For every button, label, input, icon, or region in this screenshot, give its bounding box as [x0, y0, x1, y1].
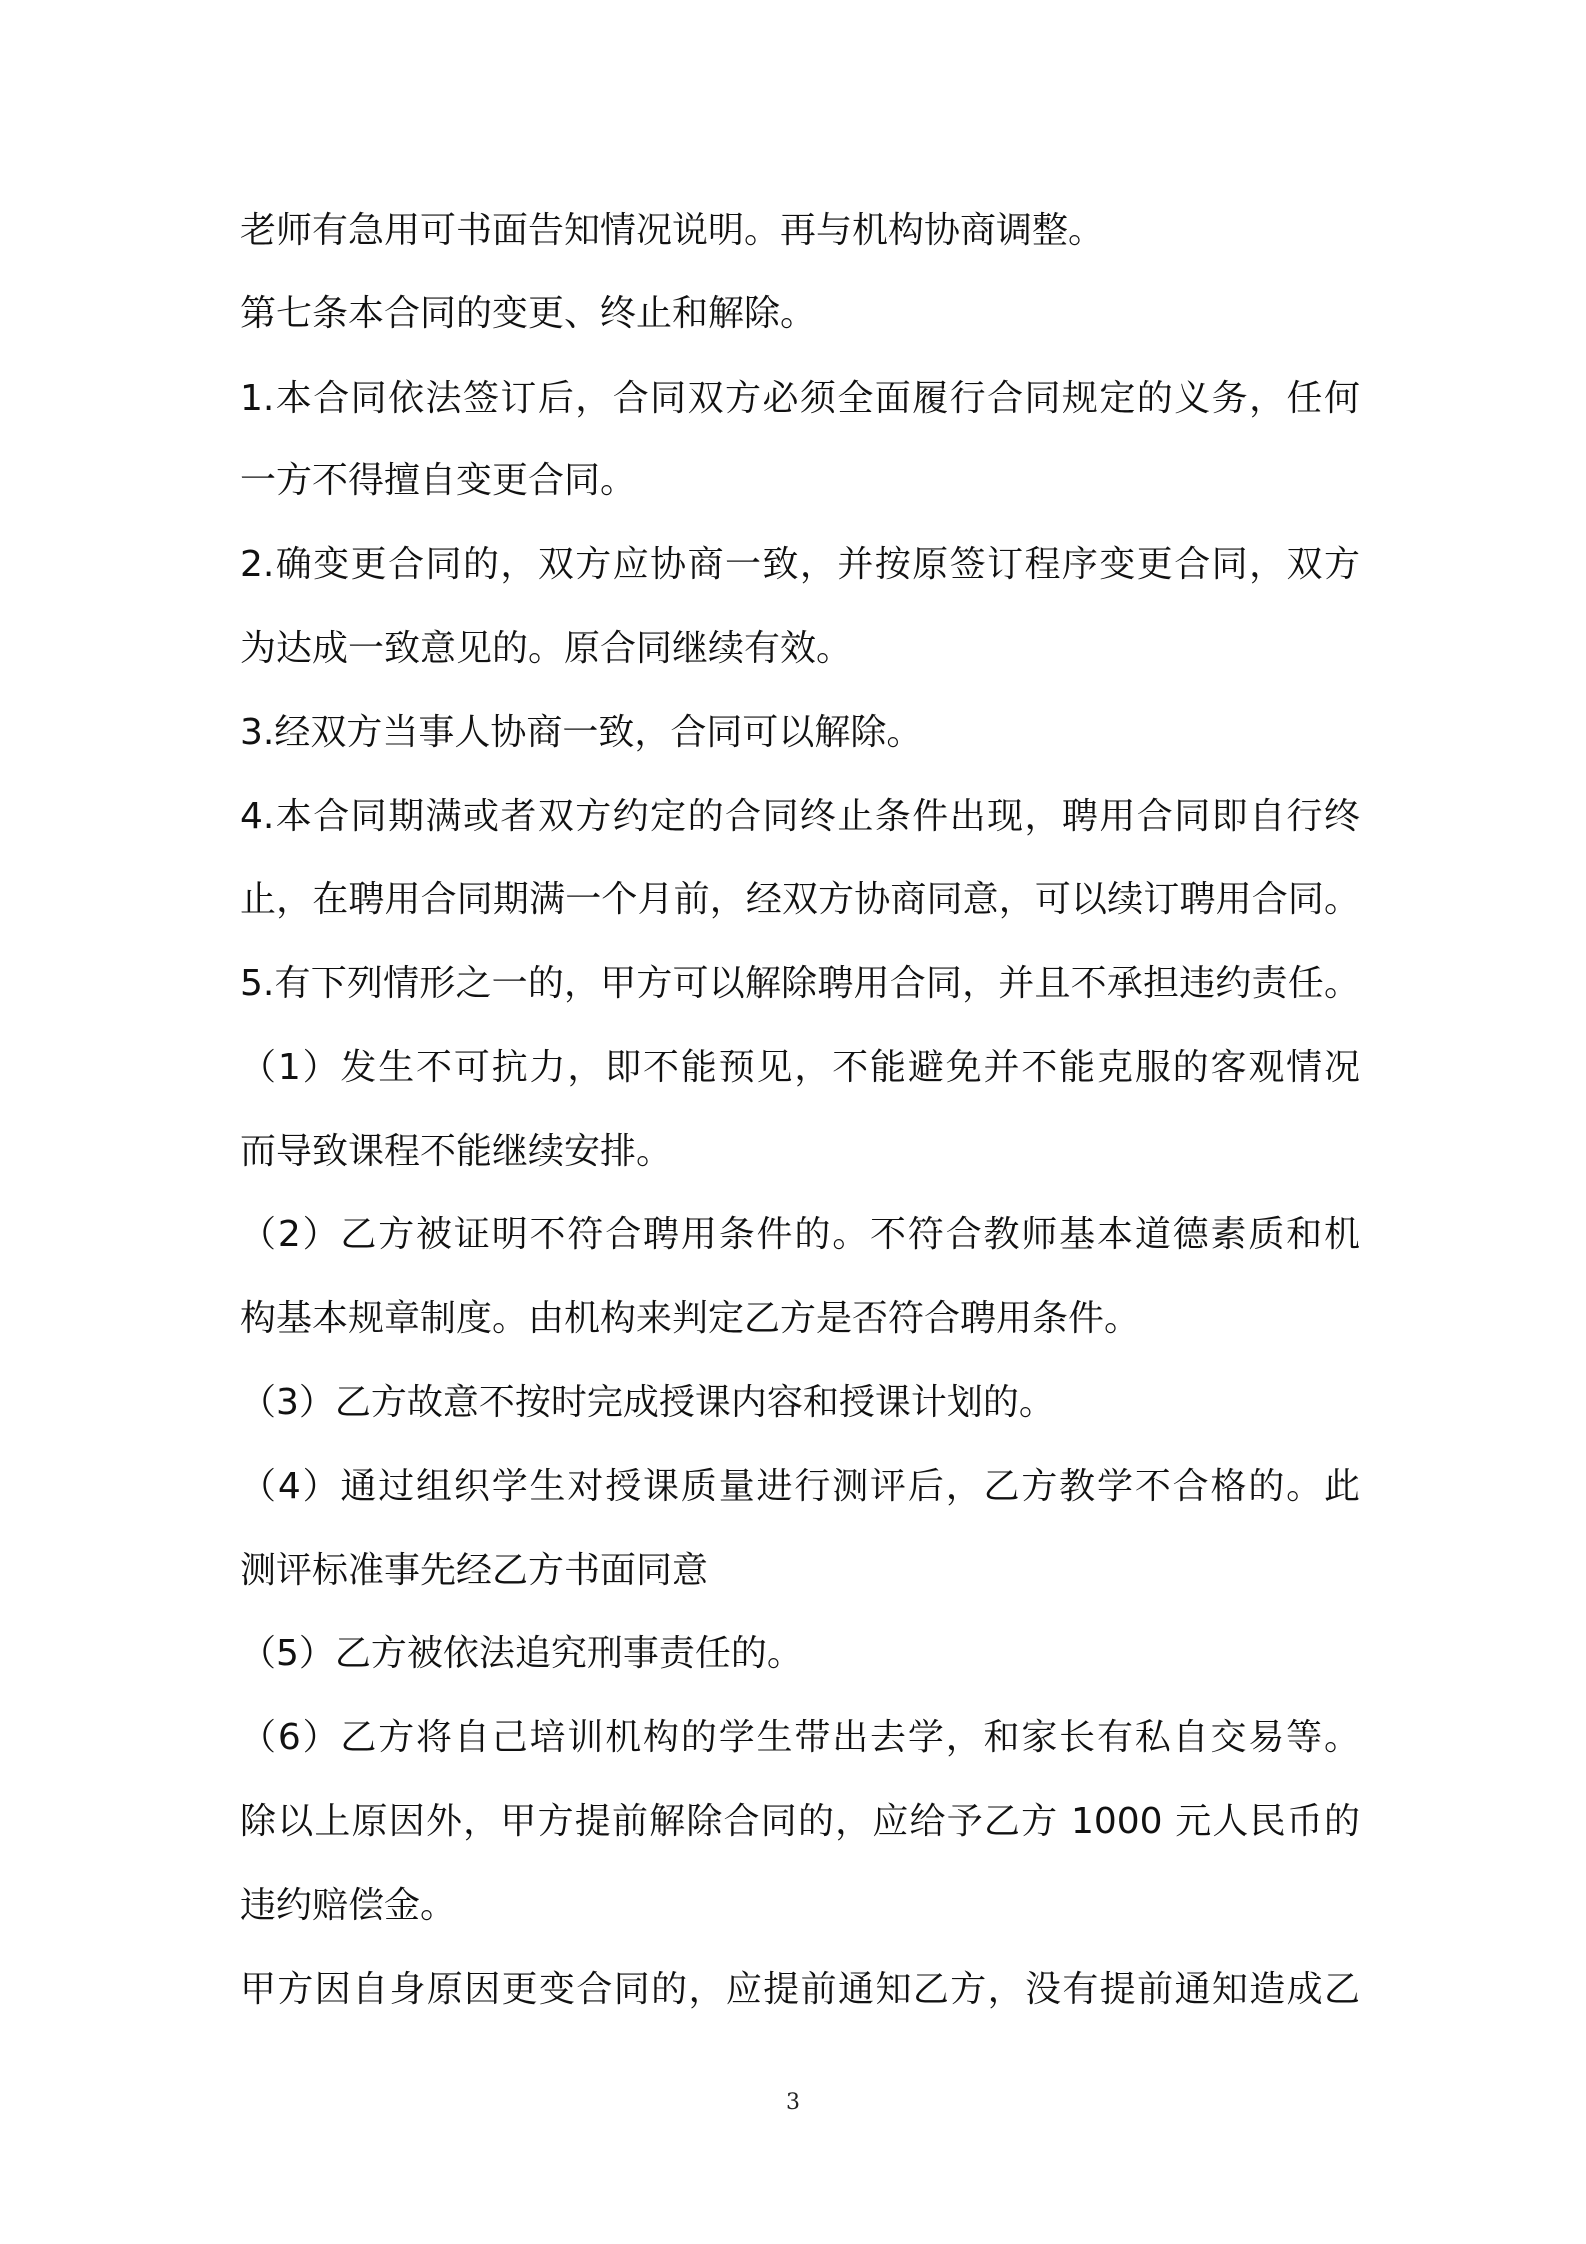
list-item-line: （1）发生不可抗力，即不能预见，不能避免并不能克服的客观情况: [240, 1047, 1360, 1088]
paragraph-line: 甲方因自身原因更变合同的，应提前通知乙方，没有提前通知造成乙: [240, 1969, 1360, 2010]
list-item-line: （3）乙方故意不按时完成授课内容和授课计划的。: [240, 1382, 1055, 1423]
page-number: 3: [786, 2090, 800, 2115]
paragraph-line: 除以上原因外，甲方提前解除合同的，应给予乙方 1000 元人民币的: [240, 1801, 1360, 1842]
paragraph-line: 1.本合同依法签订后，合同双方必须全面履行合同规定的义务，任何: [240, 378, 1360, 419]
list-item-line: （5）乙方被依法追究刑事责任的。: [240, 1633, 803, 1674]
list-item-line: （2）乙方被证明不符合聘用条件的。不符合教师基本道德素质和机: [240, 1214, 1360, 1255]
list-item-line: （6）乙方将自己培训机构的学生带出去学，和家长有私自交易等。: [240, 1717, 1360, 1758]
paragraph-line: 5.有下列情形之一的，甲方可以解除聘用合同，并且不承担违约责任。: [240, 963, 1360, 1004]
paragraph-line: 一方不得擅自变更合同。: [240, 460, 637, 501]
paragraph-line: 为达成一致意见的。原合同继续有效。: [240, 628, 853, 669]
list-item-line: （4）通过组织学生对授课质量进行测评后，乙方教学不合格的。此: [240, 1466, 1360, 1507]
paragraph-line: 3.经双方当事人协商一致，合同可以解除。: [240, 712, 923, 753]
article-heading: 第七条本合同的变更、终止和解除。: [240, 293, 817, 334]
paragraph-line: 违约赔偿金。: [240, 1885, 457, 1926]
paragraph-line: 止，在聘用合同期满一个月前，经双方协商同意，可以续订聘用合同。: [240, 879, 1360, 920]
paragraph-line: 老师有急用可书面告知情况说明。再与机构协商调整。: [240, 210, 1105, 251]
paragraph-line: 4.本合同期满或者双方约定的合同终止条件出现，聘用合同即自行终: [240, 796, 1360, 837]
list-item-line: 构基本规章制度。由机构来判定乙方是否符合聘用条件。: [240, 1298, 1141, 1339]
paragraph-line: 2.确变更合同的，双方应协商一致，并按原签订程序变更合同，双方: [240, 544, 1360, 585]
list-item-line: 而导致课程不能继续安排。: [240, 1131, 673, 1172]
list-item-line: 测评标准事先经乙方书面同意: [240, 1550, 709, 1591]
